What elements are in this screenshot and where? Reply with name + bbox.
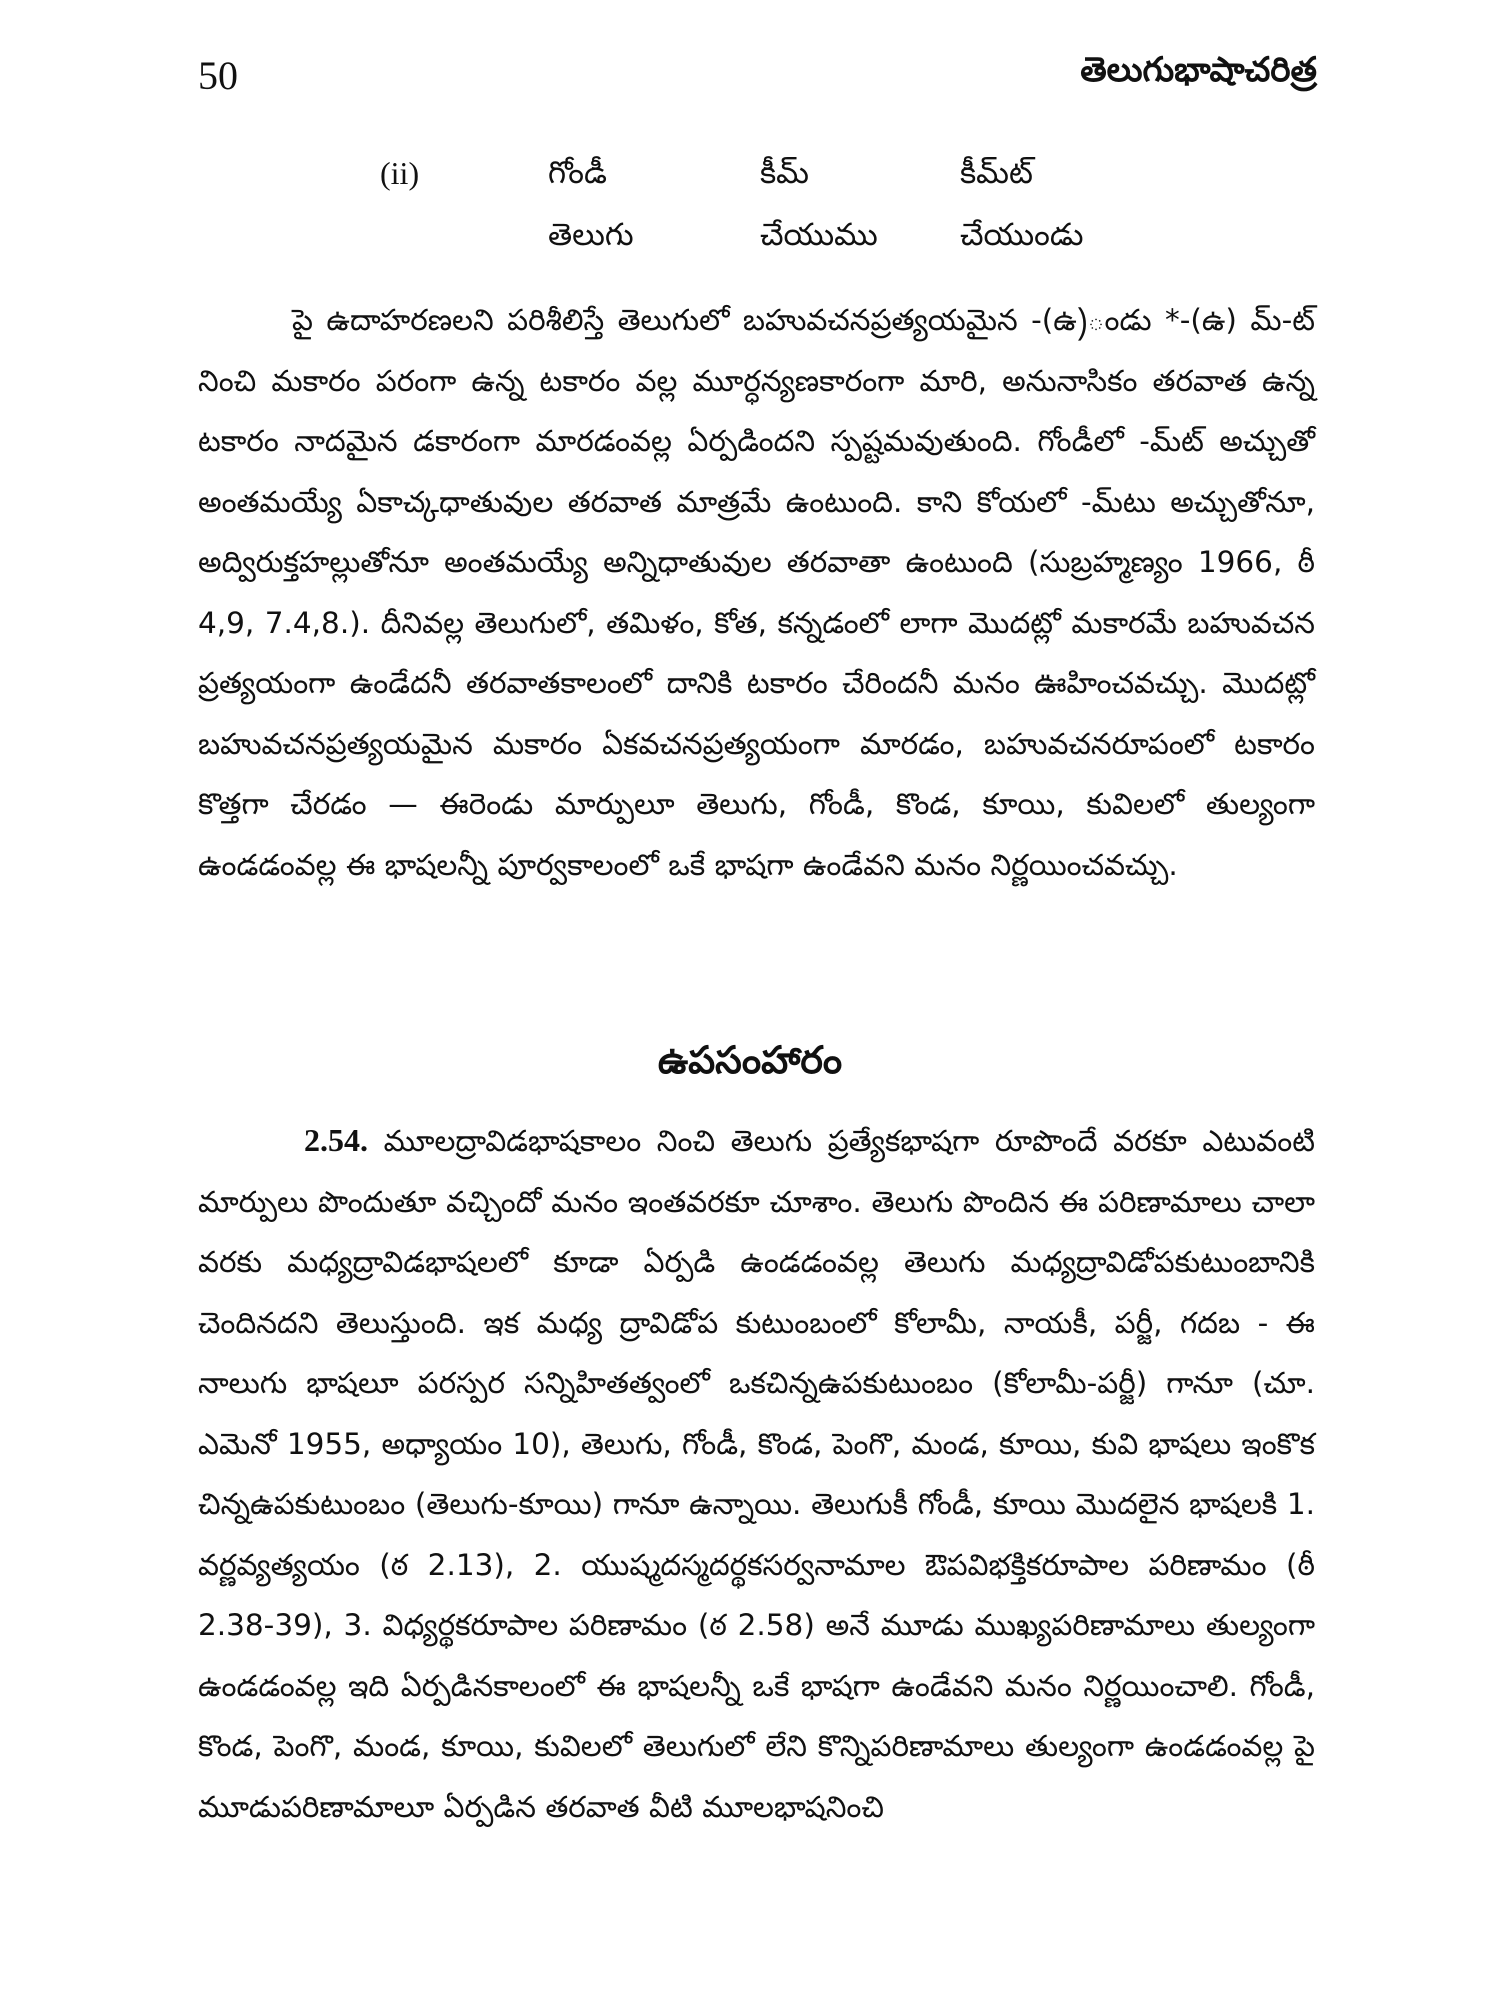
- running-title: తెలుగుభాషాచరిత్ర: [1080, 50, 1317, 90]
- paragraph: [198, 1110, 1315, 1837]
- example-row: [380, 217, 1180, 279]
- example-plural: చేయుండు: [960, 217, 1084, 253]
- paragraph-text: మూలద్రావిడభాషకాలం నించి తెలుగు ప్రత్యేకభాషగా రూపొందే వరకూ ఎటువంటి మార్పులు పొందుతూ వచ్చిందో మనం ఇంతవరకూ చూశాం. తెలుగు పొందిన ఈ పరిణామాలు చాలా వరకు మధ్యద్రావిడభాషలలో కూడా ఏర్పడి ఉండడంవల్ల తెలుగు మధ్యద్రావిడోపకుటుంబానికి చెందినదని తెలుస్తుంది. ఇక మధ్య ద్రావిడోప కుటుంబంలో కోలామీ, నాయకీ, పర్జీ, గదబ - ఈ నాలుగు భాషలూ పరస్పర సన్నిహితత్వంలో ఒకచిన్నఉపకుటుంబం (కోలామీ-పర్జీ) గానూ (చూ. ఎమెనో 1955, అధ్యాయం 10), తెలుగు, గోండీ, కొండ, పెంగొ, మండ, కూయి, కువి భాషలు ఇంకొక చిన్నఉపకుటుంబం (తెలుగు-కూయి) గానూ ఉన్నాయి. తెలుగుకీ గోండీ, కూయి మొదలైన భాషలకి 1. వర్ణవ్యత్యయం (ఠ 2.13), 2. యుష్మదస్మదర్థకసర్వనామాల ఔపవిభక్తికరూపాల పరిణామం (ఠీ 2.38-39), 3. విధ్యర్థకరూపాల పరిణామం (ఠ 2.58) అనే మూడు ముఖ్యపరిణామాలు తుల్యంగా ఉండడంవల్ల ఇది ఏర్పడినకాలంలో ఈ భాషలన్నీ ఒకే భాషగా ఉండేవని మనం నిర్ణయించాలి. గోండీ, కొండ, పెంగొ, మండ, కూయి, కువిలలో తెలుగులో లేని కొన్నిపరిణామాలు తుల్యంగా ఉండడంవల్ల పై మూడుపరిణామాలూ ఏర్పడిన తరవాత వీటి మూలభాషనించి: [198, 1124, 1315, 1824]
- section-heading: ఉపసంహారం: [657, 1038, 843, 1082]
- example-plural: కీమ్‌ట్: [960, 155, 1033, 191]
- example-singular: చేయుము: [760, 217, 878, 253]
- example-table: [380, 155, 1180, 279]
- example-row: [380, 155, 1180, 217]
- example-language: గోండీ: [548, 155, 607, 191]
- example-language: తెలుగు: [548, 217, 634, 253]
- paragraph-number: 2.54.: [304, 1122, 368, 1158]
- example-singular: కీమ్: [760, 155, 809, 191]
- page-number: 50: [198, 53, 238, 98]
- paragraph: పై ఉదాహరణలని పరిశీలిస్తే తెలుగులో బహువచనప్రత్యయమైన -(ఉ)ండు *-(ఉ) మ్-ట్ నించి మకారం పరంగా ఉన్న టకారం వల్ల మూర్ధన్యణకారంగా మారి, అనునాసికం తరవాత ఉన్న టకారం నాదమైన డకారంగా మారడంవల్ల ఏర్పడిందని స్పష్టమవుతుంది. గోండీలో -మ్‌ట్ అచ్చుతో అంతమయ్యే ఏకాచ్కధాతువుల తరవాత మాత్రమే ఉంటుంది. కాని కోయలో -మ్‌టు అచ్చుతోనూ, అద్విరుక్తహల్లుతోనూ అంతమయ్యే అన్నిధాతువుల తరవాతా ఉంటుంది (సుబ్రహ్మణ్యం 1966, ఠీ 4,9, 7.4,8.). దీనివల్ల తెలుగులో, తమిళం, కోత, కన్నడంలో లాగా మొదట్లో మకారమే బహువచన ప్రత్యయంగా ఉండేదనీ తరవాతకాలంలో దానికి టకారం చేరిందనీ మనం ఊహించవచ్చు. మొదట్లో బహువచనప్రత్యయమైన మకారం ఏకవచనప్రత్యయంగా మారడం, బహువచనరూపంలో టకారం కొత్తగా చేరడం — ఈరెండు మార్పులూ తెలుగు, గోండీ, కొండ, కూయి, కువిలలో తుల్యంగా ఉండడంవల్ల ఈ భాషలన్నీ పూర్వకాలంలో ఒకే భాషగా ఉండేవని మనం నిర్ణయించవచ్చు.: [198, 303, 1315, 882]
- example-label: (ii): [380, 155, 420, 191]
